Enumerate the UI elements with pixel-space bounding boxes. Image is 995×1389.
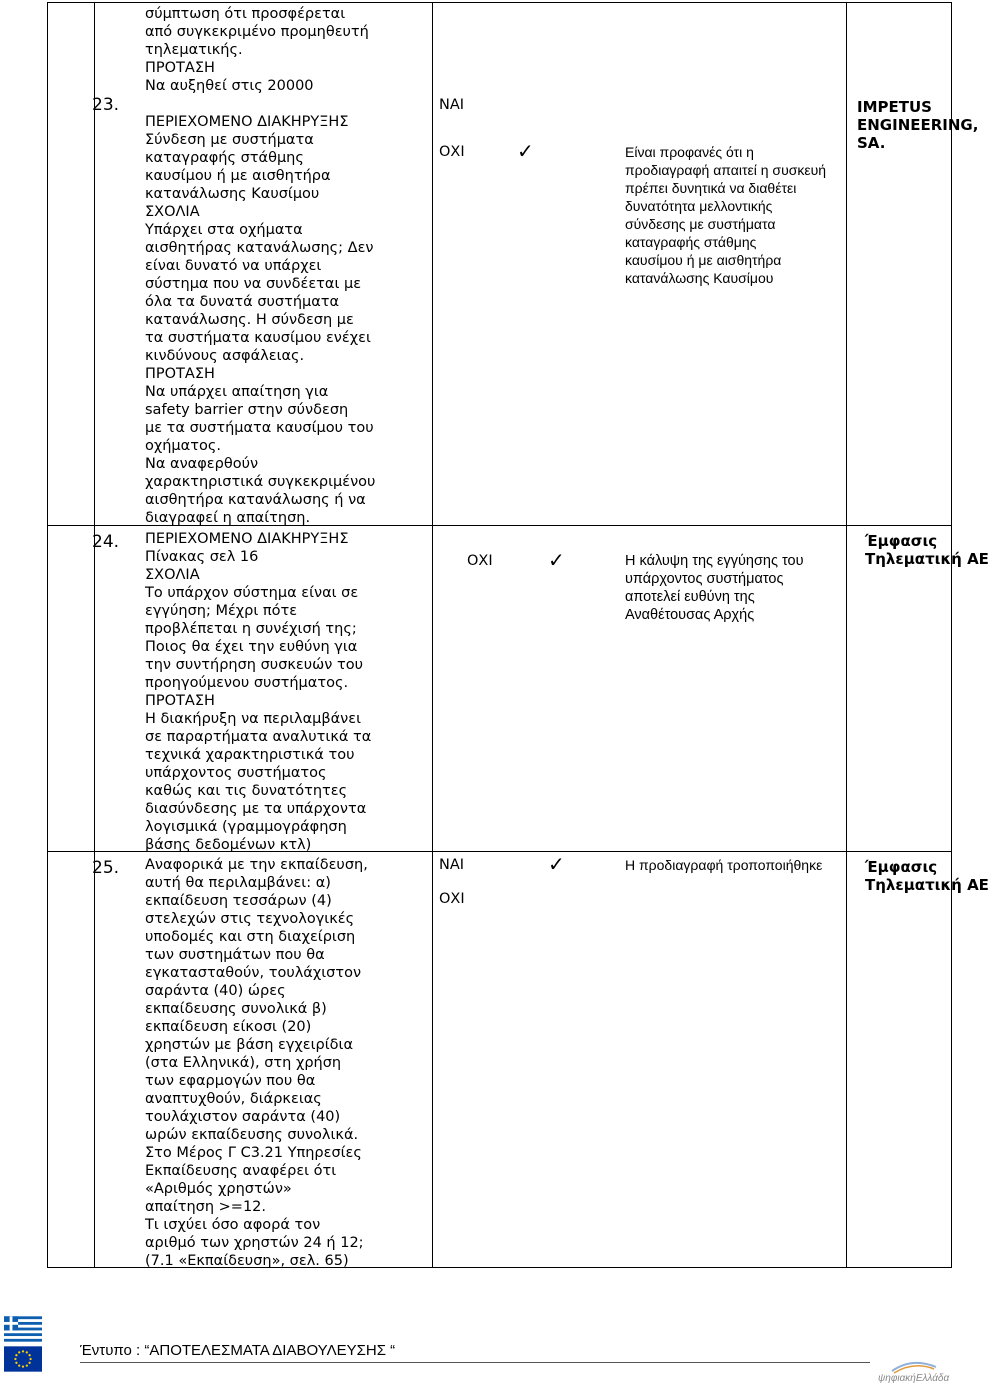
question-line: σύμπτωση ότι προσφέρεται [145, 6, 346, 22]
question-line: κινδύνους ασφάλειας. [145, 348, 305, 364]
question-text [95, 528, 375, 854]
yes-label: ΝΑΙ [439, 97, 465, 113]
reply-line: αποτελεί ευθύνη της [625, 589, 755, 605]
company-line: Τηλεματική ΑΕ [865, 550, 989, 568]
page-footer [0, 1300, 960, 1389]
question-text [95, 854, 372, 1270]
no-label: ΟΧΙ [467, 553, 493, 569]
question-line: αισθητήρα κατανάλωσης ή να [145, 492, 366, 508]
question-line: Να αυξηθεί στις 20000 [145, 78, 314, 94]
yes-label: ΝΑΙ [439, 857, 465, 873]
reply-line: δυνατότητα μελλοντικής [625, 198, 773, 214]
question-line: τηλεματικής. [145, 42, 243, 58]
question-line: από συγκεκριμένο προμηθευτή [145, 24, 369, 40]
question-line: Εκπαίδευσης αναφέρει ότι [145, 1163, 337, 1179]
reply-line: Η κάλυψη της εγγύησης του [625, 553, 804, 569]
question-line: εκπαίδευση τεσσάρων (4) [145, 893, 332, 909]
reply-line: καταγραφής στάθμης [625, 234, 757, 250]
reply-text [625, 552, 804, 624]
company-cell [847, 852, 989, 1268]
table-row [48, 526, 952, 852]
question-line: ΠΕΡΙΕΧΟΜΕΝΟ ΔΙΑΚΗΡΥΞΗΣ [145, 114, 349, 130]
question-line [145, 95, 375, 113]
question-line: οχήματος. [145, 438, 221, 454]
question-line: τεχνικά χαρακτηριστικά του [145, 747, 355, 763]
reply-text [625, 143, 826, 287]
reply-line: καυσίμου ή με αισθητήρα [625, 252, 782, 268]
question-text [95, 3, 379, 527]
question-line: ΠΡΟΤΑΣΗ [145, 693, 215, 709]
question-cell [95, 852, 433, 1268]
footer-divider [80, 1362, 870, 1363]
question-line: προηγούμενου συστήματος. [145, 675, 349, 691]
row-number-cell [48, 526, 120, 852]
question-line: σύστημα που να συνδέεται με [145, 276, 362, 292]
question-line: Αναφορικά με την εκπαίδευση, [145, 857, 368, 873]
reply-line: υπάρχοντος συστήματος [625, 571, 784, 587]
question-line: διασύνδεσης με τα υπάρχοντα [145, 801, 367, 817]
question-line: ΣΧΟΛΙΑ [145, 567, 200, 583]
question-line: Το υπάρχον σύστημα είναι σε [145, 585, 359, 601]
question-line: καθώς και τις δυνατότητες [145, 783, 348, 799]
question-line: σε παραρτήματα αναλυτικά τα [145, 729, 372, 745]
question-line: με τα συστήματα καυσίμου του [145, 420, 374, 436]
question-line: αυτή θα περιλαμβάνει: α) [145, 875, 331, 891]
question-line: Πίνακας σελ 16 [145, 549, 259, 565]
row-number-cell [48, 3, 120, 526]
answer-cell [433, 526, 847, 852]
company-cell [847, 3, 979, 526]
question-line: safety barrier στην σύνδεση [145, 402, 349, 418]
check-icon: ✓ [548, 852, 565, 876]
question-line: την συντήρηση συσκευών του [145, 657, 363, 673]
question-line: λογισμικά (γραμμογράφηση [145, 819, 347, 835]
row-number: 23. [92, 95, 120, 115]
reply-line: Είναι προφανές ότι η [625, 144, 754, 160]
table-row [48, 3, 952, 526]
question-line: «Αριθμός χρηστών» [145, 1181, 292, 1197]
question-line: υποδομές και στη διαχείριση [145, 929, 356, 945]
question-line: Σύνδεση με συστήματα [145, 132, 314, 148]
company-name [859, 856, 995, 896]
question-line: ΠΕΡΙΕΧΟΜΕΝΟ ΔΙΑΚΗΡΥΞΗΣ [145, 531, 349, 547]
reply-line: πρέπει δυνητικά να διαθέτει [625, 180, 797, 196]
question-line: στελεχών στις τεχνολογικές [145, 911, 355, 927]
question-line: εκπαίδευσης συνολικά β) [145, 1001, 327, 1017]
greek-flag-icon [4, 1316, 42, 1342]
company-name [859, 530, 995, 570]
eu-flag-icon [4, 1346, 42, 1372]
question-line: εγκατασταθούν, τουλάχιστον [145, 965, 362, 981]
consultation-table [47, 2, 989, 1269]
question-line: εγγύηση; Μέχρι πότε [145, 603, 298, 619]
question-line: Υπάρχει στα οχήματα [145, 222, 303, 238]
company-line: Τηλεματική ΑΕ [865, 876, 989, 894]
question-line: απαίτηση >=12. [145, 1199, 267, 1215]
question-line: προβλέπεται η συνέχισή της; [145, 621, 357, 637]
check-icon: ✓ [548, 548, 565, 572]
reply-line: Αναθέτουσας Αρχής [625, 607, 755, 623]
no-label: ΟΧΙ [439, 144, 465, 160]
company-cell [847, 526, 989, 852]
question-line: τουλάχιστον σαράντα (40) [145, 1109, 341, 1125]
answer-cell [433, 3, 847, 526]
answer-cell [433, 852, 847, 1268]
question-line: ωρών εκπαίδευσης συνολικά. [145, 1127, 359, 1143]
question-line: αναπτυχθούν, διάρκειας [145, 1091, 322, 1107]
check-icon: ✓ [517, 139, 534, 163]
question-line: Να αναφερθούν [145, 456, 259, 472]
question-line: βάσης δεδομένων κτλ) [145, 837, 312, 853]
question-line: διαγραφεί η απαίτηση. [145, 510, 311, 526]
question-line: των συστημάτων που θα [145, 947, 325, 963]
question-line: όλα τα δυνατά συστήματα [145, 294, 340, 310]
question-line: υπάρχοντος συστήματος [145, 765, 327, 781]
table-row [48, 852, 952, 1268]
reply-line: προδιαγραφή απαιτεί η συσκευή [625, 162, 827, 178]
company-line: ENGINEERING, [857, 116, 979, 134]
question-line: κατανάλωσης. Η σύνδεση με [145, 312, 354, 328]
no-label: ΟΧΙ [439, 891, 465, 907]
company-line: IMPETUS [857, 98, 932, 116]
logo-text: ψηφιακήΕλλάδα [878, 1373, 950, 1384]
question-line: αριθμό των χρηστών 24 ή 12; [145, 1235, 364, 1251]
question-line: κατανάλωσης Καυσίμου [145, 186, 320, 202]
question-line: Να υπάρχει απαίτηση για [145, 384, 329, 400]
question-line: καυσίμου ή με αισθητήρα [145, 168, 331, 184]
reply-text [625, 856, 822, 874]
question-line: Στο Μέρος Γ C3.21 Υπηρεσίες [145, 1145, 362, 1161]
company-line: SA. [857, 134, 886, 152]
question-line: καταγραφής στάθμης [145, 150, 304, 166]
company-name [851, 96, 984, 154]
question-line: ΠΡΟΤΑΣΗ [145, 366, 215, 382]
question-line: Ποιος θα έχει την ευθύνη για [145, 639, 358, 655]
company-line: Έμφασις [865, 858, 938, 876]
question-line: (7.1 «Εκπαίδευση», σελ. 65) [145, 1253, 349, 1269]
question-line: σαράντα (40) ώρες [145, 983, 286, 999]
company-line: Έμφασις [865, 532, 938, 550]
question-line: των εφαρμογών που θα [145, 1073, 316, 1089]
question-line: ΠΡΟΤΑΣΗ [145, 60, 215, 76]
question-line: αισθητήρας κατανάλωσης; Δεν [145, 240, 374, 256]
question-line: χαρακτηριστικά συγκεκριμένου [145, 474, 376, 490]
question-line: τα συστήματα καυσίμου ενέχει [145, 330, 371, 346]
row-number: 25. [92, 858, 120, 878]
question-line: Η διακήρυξη να περιλαμβάνει [145, 711, 362, 727]
question-line: χρηστών με βάση εγχειρίδια [145, 1037, 353, 1053]
question-line: Τι ισχύει όσο αφορά τον [145, 1217, 321, 1233]
question-line: εκπαίδευση είκοσι (20) [145, 1019, 312, 1035]
question-line: είναι δυνατό να υπάρχει [145, 258, 322, 274]
reply-line: σύνδεσης με συστήματα [625, 216, 776, 232]
question-line: ΣΧΟΛΙΑ [145, 204, 200, 220]
reply-line: κατανάλωσης Καυσίμου [625, 270, 774, 286]
form-label: Έντυπο : “ΑΠΟΤΕΛΕΣΜΑΤΑ ΔΙΑΒΟΥΛΕΥΣΗΣ “ [80, 1342, 396, 1359]
row-number: 24. [92, 532, 120, 552]
question-line: (στα Ελληνικά), στη χρήση [145, 1055, 342, 1071]
question-cell [95, 526, 433, 852]
reply-line: Η προδιαγραφή τροποποιήθηκε [625, 857, 823, 873]
row-number-cell [48, 852, 120, 1268]
question-cell [95, 3, 433, 526]
